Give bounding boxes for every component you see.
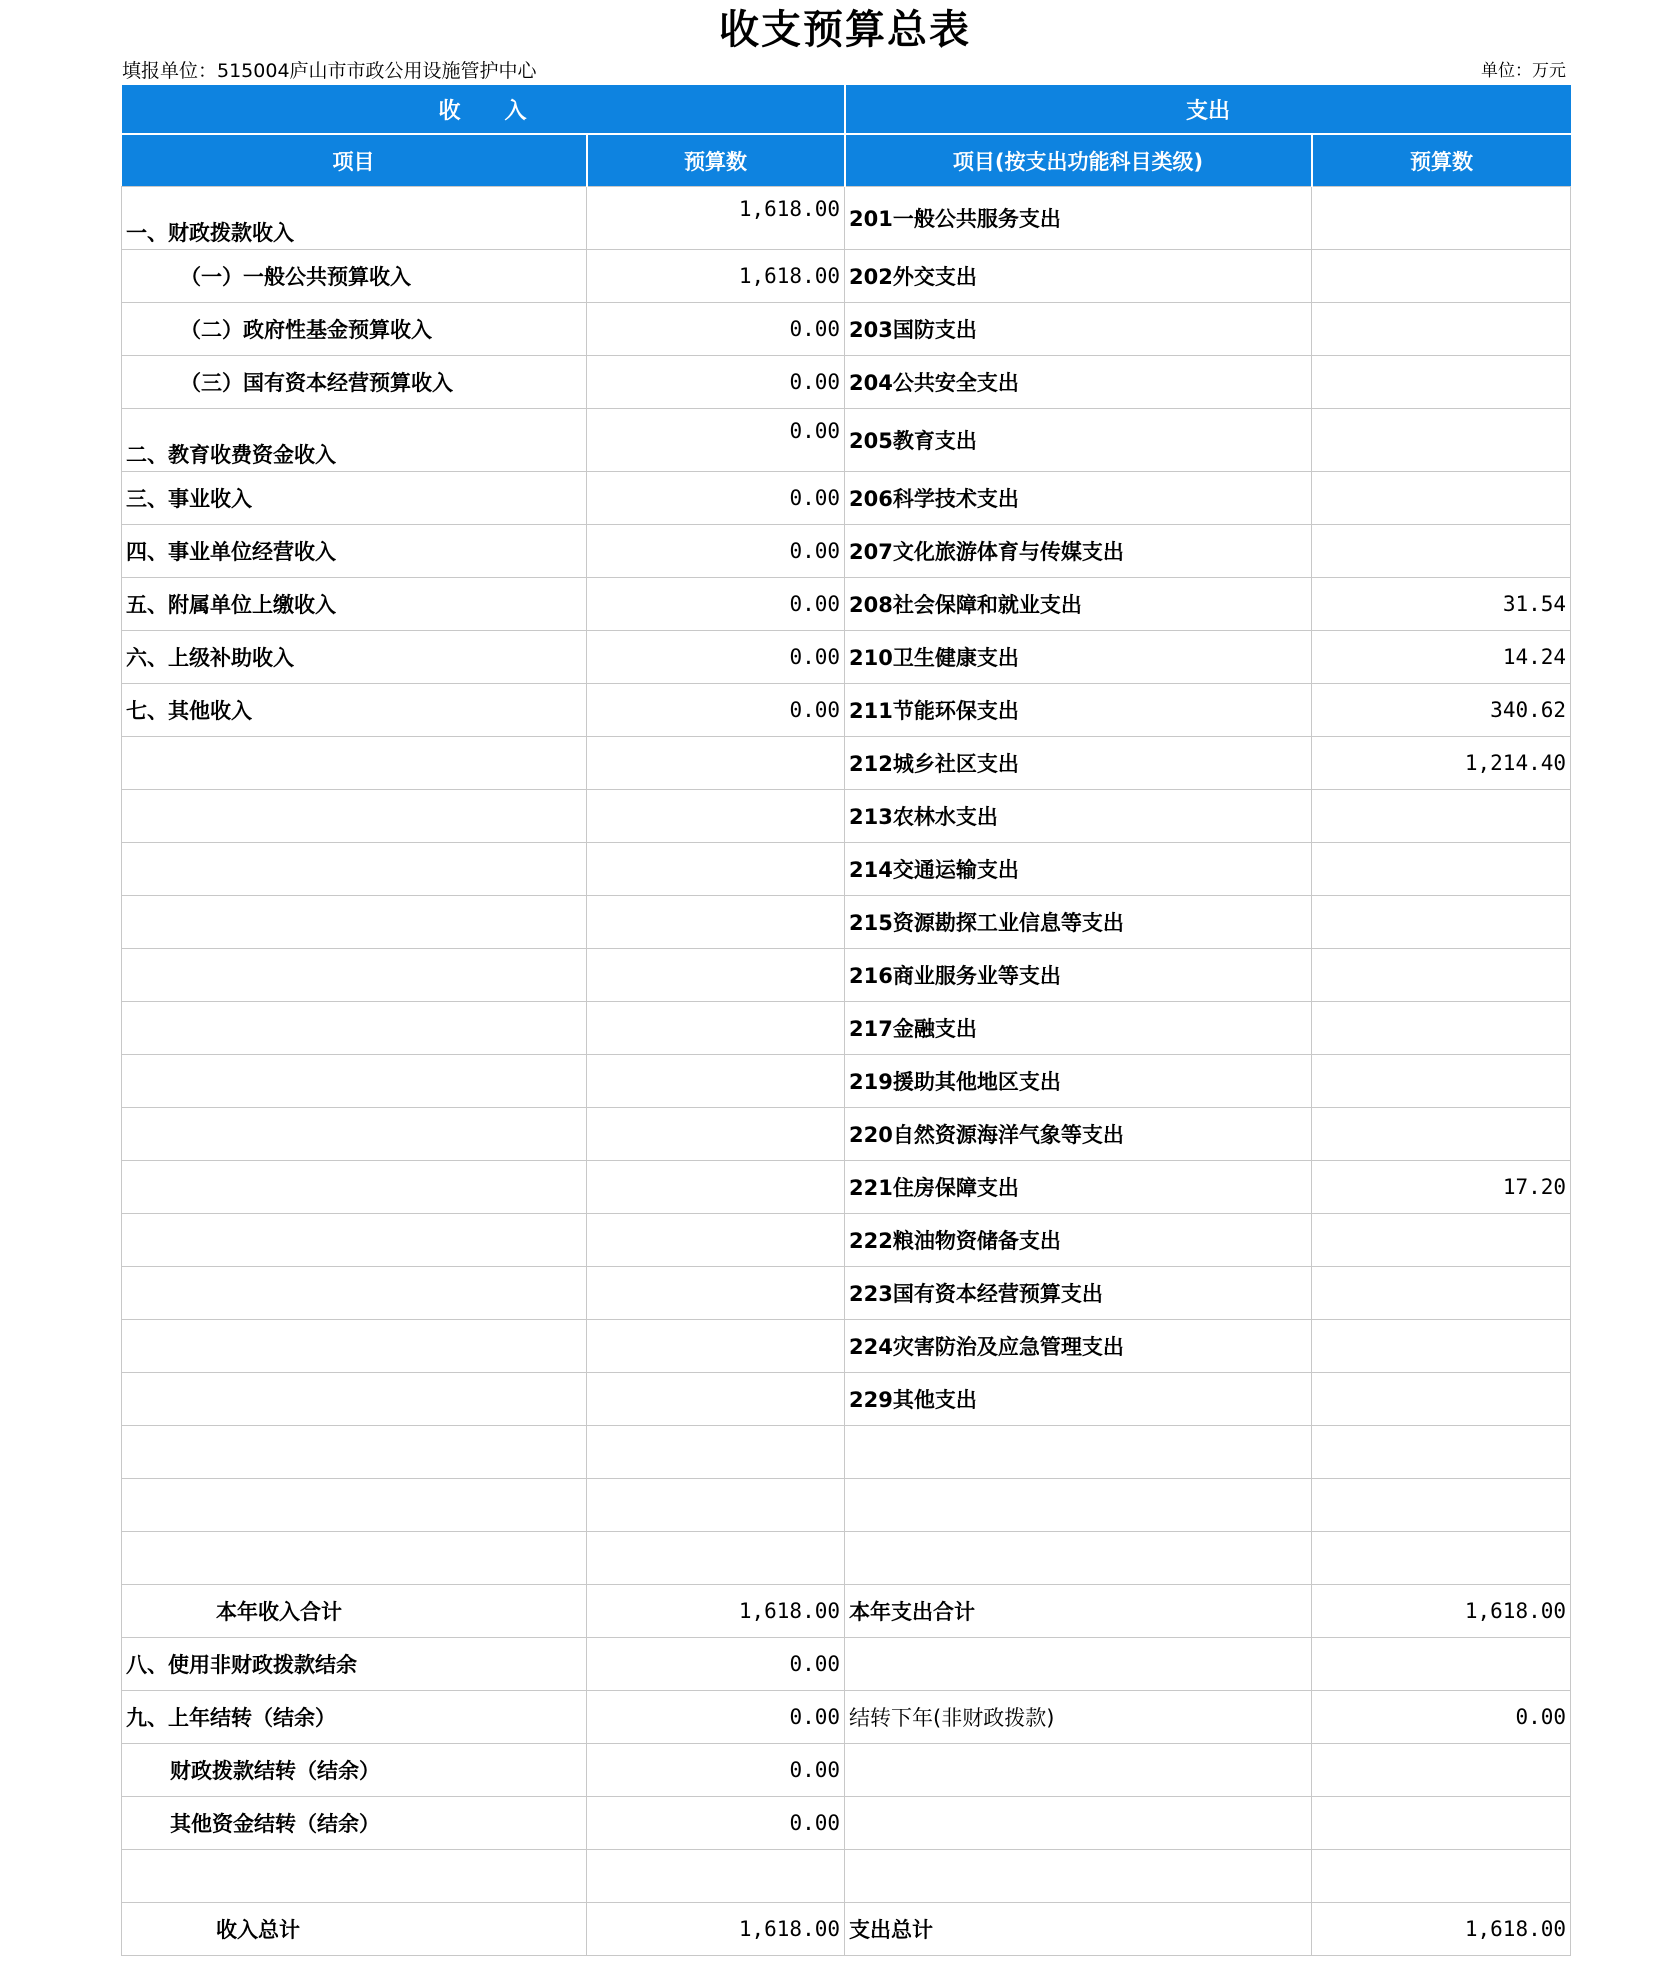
expense-amount-cell [1312, 1108, 1571, 1161]
table-row [122, 1691, 1571, 1744]
table-row [122, 578, 1571, 631]
table-row [122, 187, 1571, 250]
table-row [122, 356, 1571, 409]
expense-item-cell: 222粮油物资储备支出 [845, 1214, 1312, 1267]
expense-amount-cell [1312, 472, 1571, 525]
expense-amount-cell: 14.24 [1312, 631, 1571, 684]
income-item-cell: 九、上年结转（结余） [122, 1691, 587, 1744]
expense-amount-cell: 31.54 [1312, 578, 1571, 631]
income-amount-cell [587, 1161, 845, 1214]
expense-item-cell: 217金融支出 [845, 1002, 1312, 1055]
table-row [122, 1532, 1571, 1585]
expense-amount-cell [1312, 1214, 1571, 1267]
expense-item-cell: 212城乡社区支出 [845, 737, 1312, 790]
table-row [122, 1267, 1571, 1320]
expense-item-cell [845, 1797, 1312, 1850]
income-amount-cell: 0.00 [587, 472, 845, 525]
income-item-cell: 本年收入合计 [122, 1585, 587, 1638]
expense-item-cell: 203国防支出 [845, 303, 1312, 356]
table-row [122, 1850, 1571, 1903]
expense-item-cell: 214交通运输支出 [845, 843, 1312, 896]
expense-amount-cell [1312, 896, 1571, 949]
income-amount-cell [587, 1002, 845, 1055]
table-row [122, 1161, 1571, 1214]
income-amount-cell [587, 843, 845, 896]
expense-item-cell: 221住房保障支出 [845, 1161, 1312, 1214]
income-item-cell [122, 1267, 587, 1320]
document-title: 收支预算总表 [719, 6, 971, 53]
expense-item-cell [845, 1638, 1312, 1691]
expense-amount-cell [1312, 250, 1571, 303]
expense-item-cell [845, 1850, 1312, 1903]
expense-amount-cell: 1,214.40 [1312, 737, 1571, 790]
expense-amount-cell: 1,618.00 [1312, 1903, 1571, 1956]
income-item-cell: （一）一般公共预算收入 [122, 250, 587, 303]
expense-amount-cell [1312, 1267, 1571, 1320]
expense-amount-cell [1312, 187, 1571, 250]
expense-amount-cell: 1,618.00 [1312, 1585, 1571, 1638]
expense-amount-cell [1312, 949, 1571, 1002]
expense-amount-cell [1312, 1055, 1571, 1108]
expense-item-cell: 213农林水支出 [845, 790, 1312, 843]
table-row [122, 1744, 1571, 1797]
income-item-cell [122, 843, 587, 896]
table-row [122, 1903, 1571, 1956]
income-amount-cell: 0.00 [587, 578, 845, 631]
income-item-cell [122, 1373, 587, 1426]
expense-amount-cell [1312, 1002, 1571, 1055]
table-row [122, 250, 1571, 303]
expense-amount-cell [1312, 356, 1571, 409]
income-amount-cell [587, 1267, 845, 1320]
income-item-cell [122, 1002, 587, 1055]
income-amount-cell: 0.00 [587, 409, 845, 472]
expense-item-cell: 229其他支出 [845, 1373, 1312, 1426]
expense-item-cell: 215资源勘探工业信息等支出 [845, 896, 1312, 949]
income-item-cell [122, 1214, 587, 1267]
income-item-cell: 七、其他收入 [122, 684, 587, 737]
table-row [122, 1108, 1571, 1161]
band-header-row [122, 85, 1571, 134]
expense-item-cell: 224灾害防治及应急管理支出 [845, 1320, 1312, 1373]
expense-item-cell: 206科学技术支出 [845, 472, 1312, 525]
col-header-income-item: 项目 [122, 134, 587, 187]
expense-item-cell: 207文化旅游体育与传媒支出 [845, 525, 1312, 578]
income-item-cell: （三）国有资本经营预算收入 [122, 356, 587, 409]
income-amount-cell [587, 1108, 845, 1161]
expense-item-cell [845, 1532, 1312, 1585]
table-row [122, 790, 1571, 843]
expense-item-cell: 208社会保障和就业支出 [845, 578, 1312, 631]
income-amount-cell: 0.00 [587, 1744, 845, 1797]
income-item-cell: 一、财政拨款收入 [122, 187, 587, 250]
table-row [122, 949, 1571, 1002]
table-row [122, 737, 1571, 790]
table-row [122, 1479, 1571, 1532]
income-amount-cell [587, 896, 845, 949]
income-amount-cell: 0.00 [587, 1691, 845, 1744]
expense-item-cell [845, 1426, 1312, 1479]
expense-amount-cell [1312, 1532, 1571, 1585]
income-amount-cell [587, 790, 845, 843]
table-row [122, 684, 1571, 737]
table-row [122, 1797, 1571, 1850]
expense-band-header: 支出 [845, 85, 1571, 134]
expense-amount-cell [1312, 790, 1571, 843]
expense-amount-cell [1312, 1850, 1571, 1903]
income-amount-cell [587, 1532, 845, 1585]
expense-amount-cell [1312, 1479, 1571, 1532]
income-item-cell [122, 1479, 587, 1532]
reporting-unit: 填报单位：515004庐山市市政公用设施管护中心 [122, 60, 537, 82]
income-item-cell [122, 1108, 587, 1161]
currency-unit: 单位：万元 [1481, 61, 1566, 81]
income-item-cell [122, 949, 587, 1002]
expense-item-cell: 结转下年(非财政拨款) [845, 1691, 1312, 1744]
income-item-cell [122, 1320, 587, 1373]
income-amount-cell: 0.00 [587, 1797, 845, 1850]
expense-item-cell: 支出总计 [845, 1903, 1312, 1956]
income-amount-cell [587, 1214, 845, 1267]
table-row [122, 1373, 1571, 1426]
income-item-cell [122, 1426, 587, 1479]
income-item-cell: 六、上级补助收入 [122, 631, 587, 684]
table-row [122, 1638, 1571, 1691]
income-amount-cell: 0.00 [587, 684, 845, 737]
income-item-cell [122, 1055, 587, 1108]
income-amount-cell [587, 1479, 845, 1532]
expense-item-cell: 223国有资本经营预算支出 [845, 1267, 1312, 1320]
income-item-cell: 五、附属单位上缴收入 [122, 578, 587, 631]
expense-item-cell: 205教育支出 [845, 409, 1312, 472]
income-amount-cell [587, 1426, 845, 1479]
income-amount-cell [587, 949, 845, 1002]
expense-amount-cell [1312, 525, 1571, 578]
col-header-income-amount: 预算数 [587, 134, 845, 187]
income-amount-cell: 0.00 [587, 1638, 845, 1691]
table-row [122, 472, 1571, 525]
budget-summary-table [121, 85, 1571, 1956]
table-row [122, 303, 1571, 356]
col-header-expense-item: 项目(按支出功能科目类级) [845, 134, 1312, 187]
expense-item-cell: 219援助其他地区支出 [845, 1055, 1312, 1108]
expense-amount-cell [1312, 1373, 1571, 1426]
expense-amount-cell [1312, 1744, 1571, 1797]
table-row [122, 1426, 1571, 1479]
table-row [122, 1214, 1571, 1267]
income-amount-cell [587, 1320, 845, 1373]
table-row [122, 631, 1571, 684]
table-row [122, 1585, 1571, 1638]
expense-amount-cell [1312, 409, 1571, 472]
income-amount-cell: 0.00 [587, 356, 845, 409]
table-row [122, 1055, 1571, 1108]
table-row [122, 525, 1571, 578]
income-item-cell: 财政拨款结转（结余） [122, 1744, 587, 1797]
income-item-cell [122, 896, 587, 949]
expense-amount-cell [1312, 1426, 1571, 1479]
expense-item-cell: 本年支出合计 [845, 1585, 1312, 1638]
income-amount-cell: 0.00 [587, 631, 845, 684]
expense-amount-cell [1312, 1320, 1571, 1373]
income-amount-cell: 1,618.00 [587, 1585, 845, 1638]
expense-item-cell [845, 1744, 1312, 1797]
income-item-cell: 三、事业收入 [122, 472, 587, 525]
table-row [122, 843, 1571, 896]
table-row [122, 1002, 1571, 1055]
income-item-cell [122, 737, 587, 790]
income-item-cell [122, 790, 587, 843]
income-item-cell: （二）政府性基金预算收入 [122, 303, 587, 356]
income-item-cell: 四、事业单位经营收入 [122, 525, 587, 578]
expense-item-cell: 204公共安全支出 [845, 356, 1312, 409]
table-row [122, 409, 1571, 472]
expense-item-cell [845, 1479, 1312, 1532]
expense-item-cell: 220自然资源海洋气象等支出 [845, 1108, 1312, 1161]
col-header-expense-amount: 预算数 [1312, 134, 1571, 187]
column-header-row [122, 134, 1571, 187]
income-item-cell [122, 1850, 587, 1903]
income-amount-cell: 1,618.00 [587, 187, 845, 250]
income-band-header: 收 入 [122, 85, 845, 134]
income-item-cell: 八、使用非财政拨款结余 [122, 1638, 587, 1691]
income-item-cell: 二、教育收费资金收入 [122, 409, 587, 472]
expense-amount-cell [1312, 1797, 1571, 1850]
table-row [122, 896, 1571, 949]
income-amount-cell [587, 737, 845, 790]
expense-item-cell: 216商业服务业等支出 [845, 949, 1312, 1002]
income-amount-cell [587, 1055, 845, 1108]
income-amount-cell [587, 1373, 845, 1426]
income-amount-cell: 0.00 [587, 303, 845, 356]
expense-amount-cell: 340.62 [1312, 684, 1571, 737]
table-row [122, 1320, 1571, 1373]
income-amount-cell: 1,618.00 [587, 250, 845, 303]
expense-amount-cell [1312, 1638, 1571, 1691]
expense-amount-cell [1312, 303, 1571, 356]
income-amount-cell: 0.00 [587, 525, 845, 578]
expense-item-cell: 202外交支出 [845, 250, 1312, 303]
income-amount-cell: 1,618.00 [587, 1903, 845, 1956]
expense-amount-cell [1312, 843, 1571, 896]
income-amount-cell [587, 1850, 845, 1903]
expense-amount-cell: 17.20 [1312, 1161, 1571, 1214]
expense-item-cell: 210卫生健康支出 [845, 631, 1312, 684]
income-item-cell [122, 1161, 587, 1214]
income-item-cell: 其他资金结转（结余） [122, 1797, 587, 1850]
expense-amount-cell: 0.00 [1312, 1691, 1571, 1744]
income-item-cell [122, 1532, 587, 1585]
expense-item-cell: 201一般公共服务支出 [845, 187, 1312, 250]
expense-item-cell: 211节能环保支出 [845, 684, 1312, 737]
income-item-cell: 收入总计 [122, 1903, 587, 1956]
